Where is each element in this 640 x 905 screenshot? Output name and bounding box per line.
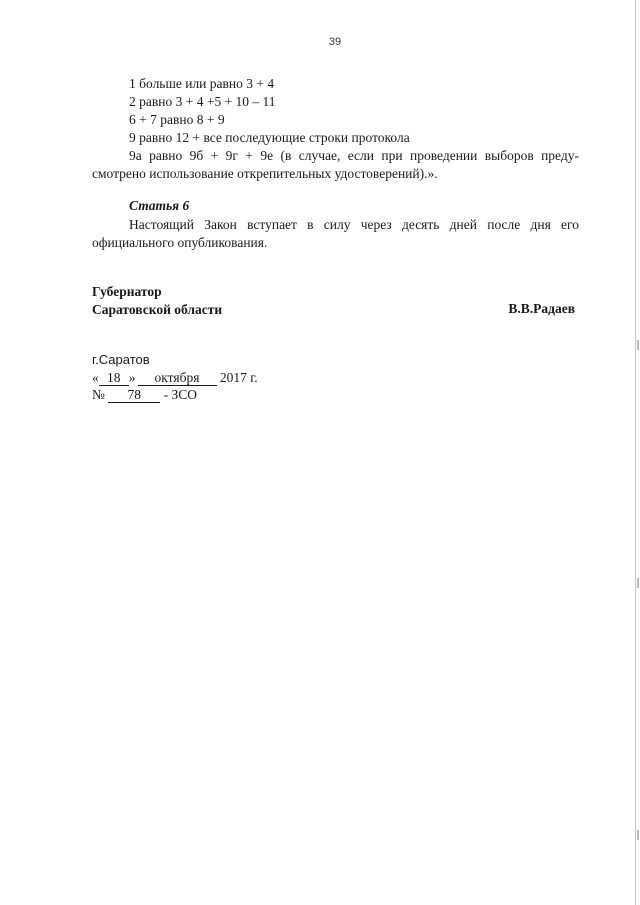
formula-line-3: 6 + 7 равно 8 + 9 [129, 112, 225, 127]
law-number-prefix: № [92, 387, 105, 402]
formula-line-1: 1 больше или равно 3 + 4 [129, 76, 275, 91]
article-heading: Статья 6 [129, 198, 190, 213]
signature-title-line2: Саратовской области [92, 302, 223, 317]
formula-line-2: 2 равно 3 + 4 +5 + 10 – 11 [129, 94, 276, 109]
date-close-quote: » [128, 370, 136, 385]
scan-edge-line [635, 0, 636, 905]
signature-name: В.В.Радаев [508, 301, 575, 316]
signing-place: г.Саратов [92, 352, 150, 367]
formula-line-4: 9 равно 12 + все последующие строки протокола [129, 130, 410, 145]
law-number-line [92, 387, 197, 403]
signing-date [92, 370, 258, 386]
date-open-quote: « [92, 370, 99, 385]
page-number: 39 [328, 36, 342, 48]
signature-title-line1: Губернатор [92, 284, 162, 299]
article-text: Настоящий Закон вступает в силу через десять дней после дня его официального опубликования. [92, 217, 579, 250]
date-year: 2017 г. [219, 370, 258, 385]
law-number-suffix: - ЗСО [163, 387, 198, 402]
date-day: 18 [99, 371, 129, 386]
formula-paragraph-9a: 9а равно 9б + 9г + 9е (в случае, если при проведении выборов преду-смотрено использование открепительных удостоверений).». [92, 148, 579, 181]
law-number-value: 78 [108, 388, 160, 403]
scan-mark [637, 578, 639, 588]
scan-mark [637, 340, 639, 350]
scan-mark [637, 830, 639, 840]
date-month: октября [138, 371, 217, 386]
